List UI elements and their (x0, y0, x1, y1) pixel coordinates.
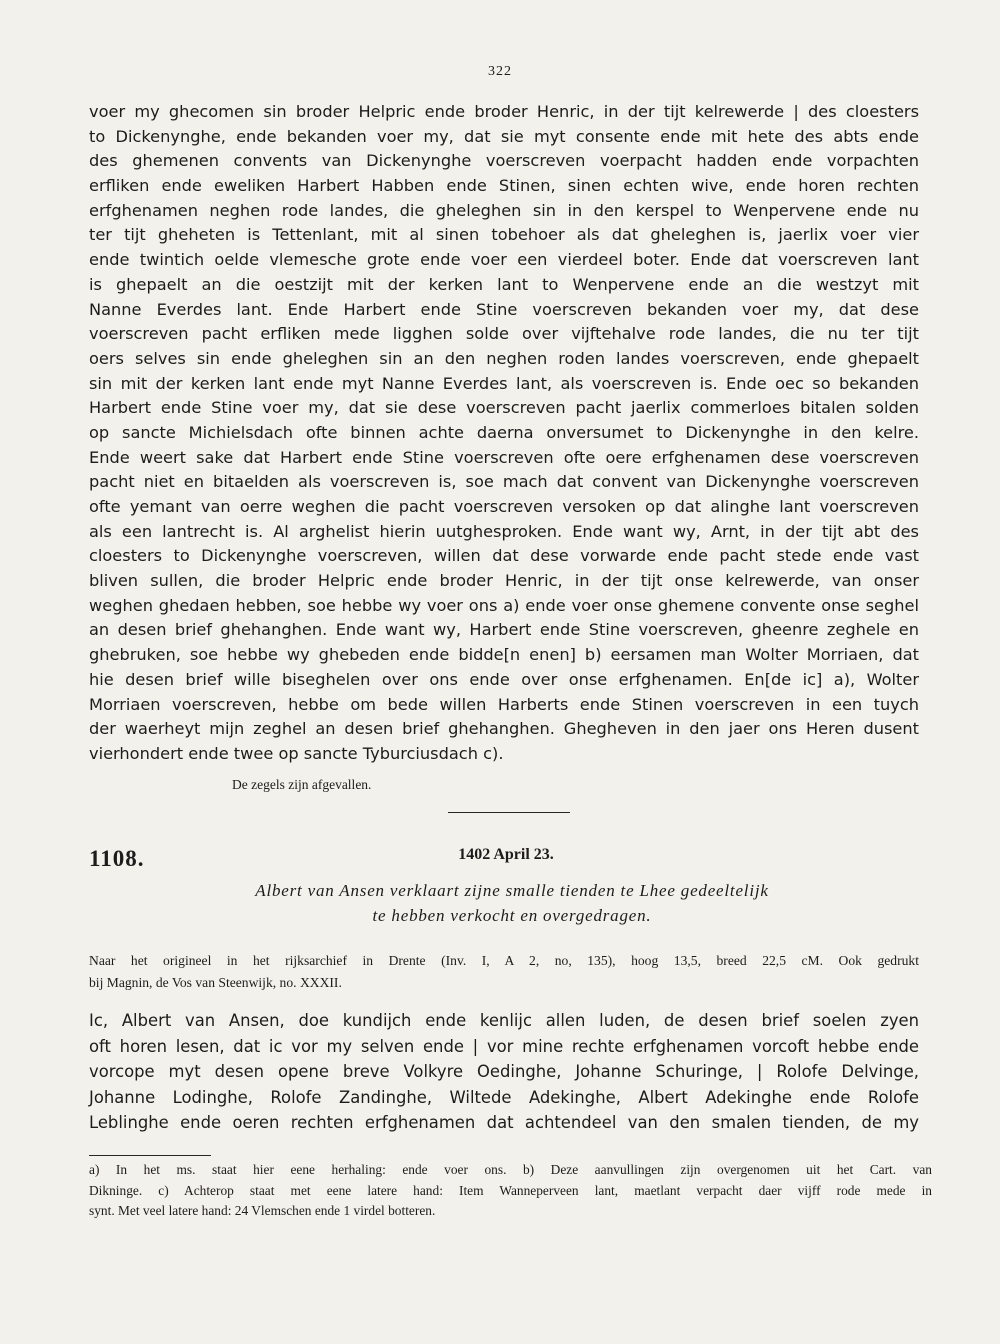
document-summary (0, 878, 1000, 928)
charter-text-1108 (89, 1008, 919, 1136)
seal-note: De zegels zijn afgevallen. (232, 777, 372, 792)
text-line: Morriaen voerscreven, hebbe om bede willen Harberts ende Stinen voerscreven in een tuych (89, 694, 919, 714)
source-note (89, 950, 919, 994)
text-line: pacht niet en bitaelden als voerscreven is, soe mach dat convent van Dickenynghe voerscreven (89, 472, 919, 492)
text-line: ter tijt gheheten is Tettenlant, mit al sinen tobehoer als dat gheleghen is, jaerlix voer vier (89, 225, 919, 245)
text-line: des ghemenen convents van Dickenynghe voerscreven voerpacht hadden ende vorpachten (89, 151, 919, 171)
summary-line: Albert van Ansen verklaart zijne smalle tienden te Lhee gedeeltelijk (255, 881, 769, 900)
text-line: to Dickenynghe, ende bekanden voer my, dat sie myt consente ende mit hete des abts ende (89, 126, 919, 146)
footnote-line: a) In het ms. staat hier eene herhaling: ende voer ons. b) Deze aanvullingen zijn overgenomen uit het Cart. van (89, 1162, 932, 1177)
page-number: 322 (488, 64, 512, 79)
text-line: Leblinghe ende oeren rechten erfghenamen dat achtendeel van den smalen tienden, de my (89, 1113, 919, 1132)
text-line: an desen brief ghehanghen. Ende want wy, Harbert ende Stine voerscreven, gheenre zeghele en (89, 620, 919, 640)
text-line: weghen ghedaen hebben, soe hebbe wy voer ons a) ende voer onse ghemene convente onse seghel (89, 595, 919, 615)
text-line: vierhondert ende twee op sancte Tyburciusdach c). (89, 743, 504, 763)
text-line: als een lantrecht is. Al arghelist hierin uutghesproken. Ende want wy, Arnt, in der tijt abt des (89, 521, 919, 541)
document-number: 1108. (89, 846, 145, 871)
text-line: ghebruken, soe hebbe wy ghebeden ende bidde[n enen] b) eersamen man Wolter Morriaen, dat (89, 645, 919, 665)
text-line: Ic, Albert van Ansen, doe kundijch ende kenlijc allen luden, de desen brief soelen zyen (89, 1011, 919, 1030)
text-line: sin mit der kerken lant ende myt Nanne Everdes lant, als voerscreven is. Ende oec so bekanden (89, 373, 919, 393)
text-line: ofte yemant van oerre weghen die pacht voerscreven versoken op dat alinghe lant voerscreven (89, 497, 919, 516)
text-line: vorcope myt desen opene breve Volkyre Oedinghe, Johanne Schuringe, | Rolofe Delvinge, (89, 1062, 919, 1081)
text-line: erfghenamen neghen rode landes, die gheleghen sin in den kerspel to Wenpervene ende nu (89, 200, 919, 220)
text-line: erfliken ende eweliken Harbert Habben ende Stinen, sinen echten wive, ende horen rechten (89, 176, 919, 196)
text-line: Johanne Lodinghe, Rolofe Zandinghe, Wiltede Adekinghe, Albert Adekinghe ende Rolofe (89, 1087, 919, 1107)
text-line: oers selves sin ende gheleghen sin an den neghen roden landes voerscreven, ende ghepaelt (89, 348, 919, 368)
text-line: cloesters to Dickenynghe voerscreven, willen dat dese vorwarde ende pacht stede ende vast (89, 546, 919, 566)
charter-text-1107 (89, 100, 919, 767)
document-date: 1402 April 23. (458, 846, 554, 863)
source-line: bij Magnin, de Vos van Steenwijk, no. XXXII. (89, 975, 342, 990)
text-line: hie desen brief wille biseghelen over ons ende over onse erfghenamen. En[de ic] a), Wolter (89, 669, 919, 689)
text-line: voer my ghecomen sin broder Helpric ende broder Henric, in der tijt kelrewerde | des cloesters (89, 102, 919, 121)
text-line: Nanne Everdes lant. Ende Harbert ende Stine voerscreven bekanden voer my, dat dese (89, 299, 919, 319)
text-line: Ende weert sake dat Harbert ende Stine voerscreven ofte oere erfghenamen dese voerscreven (89, 447, 919, 467)
footnote-line: Dikninge. c) Achterop staat met eene latere hand: Item Wanneperveen lant, maetlant verpacht daer vijff rode mede in (89, 1182, 932, 1198)
text-line: ende twintich oelde vlemesche grote ende voer een vierdeel boter. Ende dat voerscreven lant (89, 250, 919, 270)
footnotes (89, 1160, 932, 1222)
footnote-divider (89, 1155, 211, 1156)
text-line: voerscreven pacht erfliken mede ligghen solde over vijftehalve rode landes, die nu ter tijt (89, 324, 919, 344)
text-line: is ghepaelt an die oestzijt mit der kerken lant to Wenpervene ende an die westzyt mit (89, 274, 919, 294)
text-line: op sancte Michielsdach ofte binnen achte daerna onversumet to Dickenynghe in den kelre. (89, 422, 919, 442)
text-line: bliven sullen, die broder Helpric ende broder Henric, in der tijt onse kelrewerde, van onser (89, 571, 919, 591)
summary-line: te hebben verkocht en overgedragen. (372, 906, 652, 925)
text-line: oft horen lesen, dat ic vor my selven ende | vor mine rechte erfghenamen vorcoft hebbe ende (89, 1036, 919, 1056)
section-divider (448, 812, 570, 813)
source-line: Naar het origineel in het rijksarchief in Drente (Inv. I, A 2, no, 135), hoog 13,5, breed 22,5 cM. Ook gedrukt (89, 953, 919, 968)
footnote-line: synt. Met veel latere hand: 24 Vlemschen ende 1 virdel botteren. (89, 1203, 436, 1218)
text-line: der waerheyt mijn zeghel an desen brief ghehanghen. Ghegheven in den jaer ons Heren dusent (89, 719, 919, 739)
text-line: Harbert ende Stine voer my, dat sie dese voerscreven pacht jaerlix commerloes bitalen solden (89, 398, 919, 418)
